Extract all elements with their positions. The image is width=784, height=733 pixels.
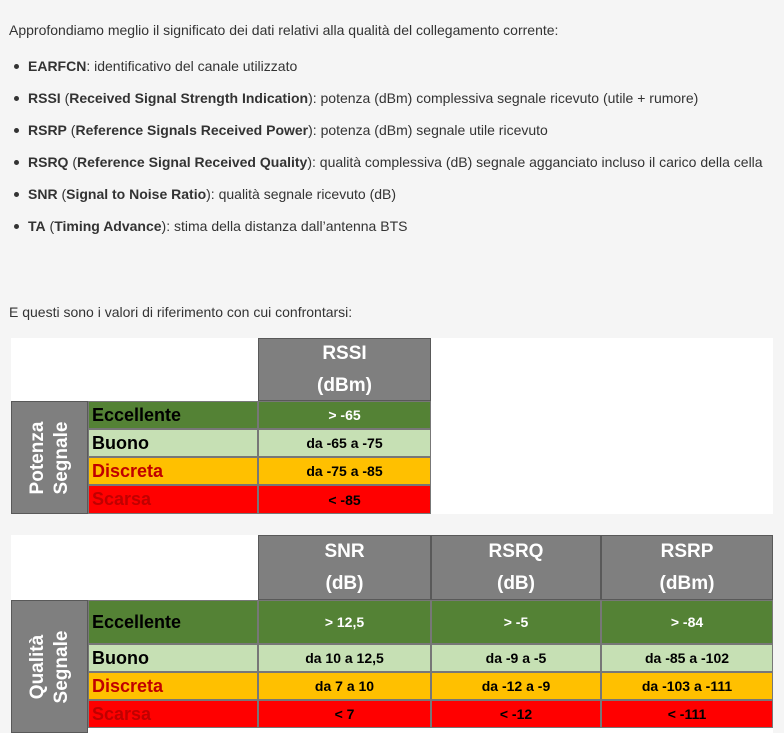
paren: ( <box>68 154 78 170</box>
side-line: Segnale <box>50 421 72 494</box>
term: RSSI <box>28 90 61 106</box>
header-snr <box>258 535 431 600</box>
row-label-good: Buono <box>88 429 258 457</box>
rsrq-good: da -9 a -5 <box>431 644 601 672</box>
outro-text: E questi sono i valori di riferimento con cui confrontarsi: <box>9 304 353 320</box>
snr-good: da 10 a 12,5 <box>258 644 431 672</box>
definition: : identificativo del canale utilizzato <box>86 58 298 74</box>
rsrp-poor: < -111 <box>601 700 773 728</box>
term: RSRQ <box>28 154 69 170</box>
term: RSRP <box>28 122 67 138</box>
snr-poor: < 7 <box>258 700 431 728</box>
header-rssi <box>258 338 431 401</box>
row-label-good: Buono <box>88 644 258 672</box>
definition: ): stima della distanza dall’antenna BTS <box>161 218 408 234</box>
paren: ( <box>45 218 55 234</box>
header-unit: (dBm) <box>317 374 372 396</box>
list-item <box>9 87 774 109</box>
snr-excellent: > 12,5 <box>258 600 431 644</box>
rsrq-fair: da -12 a -9 <box>431 672 601 700</box>
header-unit: (dB) <box>497 572 535 594</box>
side-label-quality <box>11 600 88 733</box>
intro-text: Approfondiamo meglio il significato dei dati relativi alla qualità del collegamento corrente: <box>9 22 559 38</box>
quality-table <box>11 535 773 733</box>
side-line: Segnale <box>50 630 72 703</box>
list-item <box>9 151 774 173</box>
term: SNR <box>28 186 58 202</box>
row-label-fair: Discreta <box>88 672 258 700</box>
rsrp-fair: da -103 a -111 <box>601 672 773 700</box>
term-expansion: Reference Signals Received Power <box>75 122 309 138</box>
snr-fair: da 7 a 10 <box>258 672 431 700</box>
term-expansion: Timing Advance <box>54 218 162 234</box>
paren: ( <box>57 186 67 202</box>
list-item <box>9 183 774 205</box>
side-line: Potenza <box>26 421 48 494</box>
header-rsrq <box>431 535 601 600</box>
definitions-list <box>9 55 774 247</box>
rsrp-good: da -85 a -102 <box>601 644 773 672</box>
definition: ): qualità segnale ricevuto (dB) <box>206 186 397 202</box>
rsrq-excellent: > -5 <box>431 600 601 644</box>
side-line: Qualità <box>26 634 48 699</box>
header-name: SNR <box>324 540 365 562</box>
row-label-excellent: Eccellente <box>88 600 258 644</box>
header-unit: (dBm) <box>659 572 715 594</box>
term: TA <box>28 218 46 234</box>
header-rsrp <box>601 535 773 600</box>
rssi-poor: < -85 <box>258 485 431 514</box>
power-table <box>11 338 773 514</box>
rsrq-poor: < -12 <box>431 700 601 728</box>
paren: ( <box>66 122 76 138</box>
rssi-fair: da -75 a -85 <box>258 457 431 485</box>
definition: ): qualità complessiva (dB) segnale agganciato incluso il carico della cella <box>307 154 763 170</box>
term: EARFCN <box>28 58 87 74</box>
rssi-excellent: > -65 <box>258 401 431 429</box>
row-label-poor: Scarsa <box>88 485 258 514</box>
paren: ( <box>60 90 70 106</box>
side-label-power <box>11 401 88 514</box>
header-name: RSRQ <box>488 540 544 562</box>
definition: ): potenza (dBm) complessiva segnale ricevuto (utile + rumore) <box>308 90 699 106</box>
row-label-excellent: Eccellente <box>88 401 258 429</box>
list-item <box>9 119 774 141</box>
row-label-fair: Discreta <box>88 457 258 485</box>
definition: ): potenza (dBm) segnale utile ricevuto <box>308 122 548 138</box>
header-name: RSRP <box>660 540 714 562</box>
row-label-poor: Scarsa <box>88 700 258 728</box>
term-expansion: Signal to Noise Ratio <box>66 186 207 202</box>
term-expansion: Received Signal Strength Indication <box>69 90 309 106</box>
rsrp-excellent: > -84 <box>601 600 773 644</box>
header-unit: (dB) <box>325 572 364 594</box>
list-item <box>9 215 774 237</box>
list-item <box>9 55 774 77</box>
header-name: RSSI <box>322 342 367 364</box>
rssi-good: da -65 a -75 <box>258 429 431 457</box>
term-expansion: Reference Signal Received Quality <box>77 154 308 170</box>
